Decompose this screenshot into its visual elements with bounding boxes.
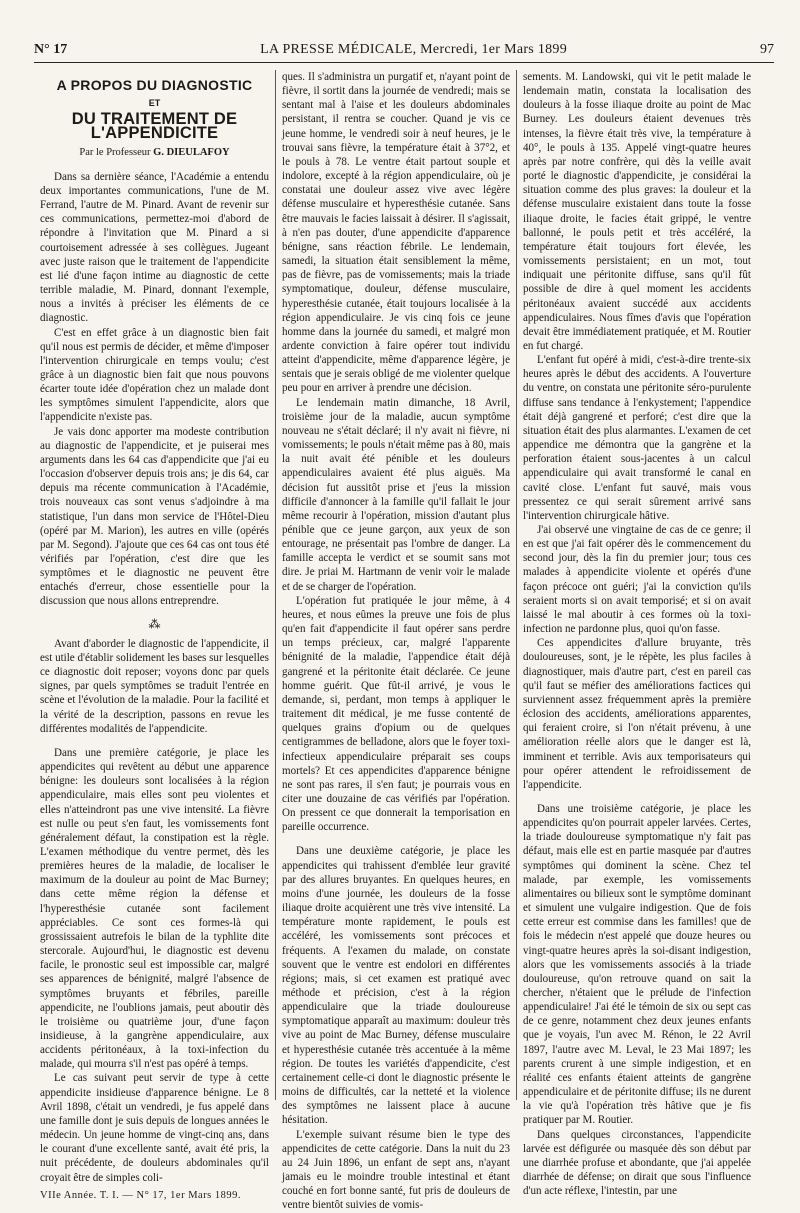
byline (40, 146, 269, 160)
paragraph: Dans une première catégorie, je place les appendicites qui revêtent au début une apparence bénigne: les douleurs sont localisées à la région appendiculaire, mais elles sont peu violentes et elles n'atteindront pas une vive intensité. La fièvre est nulle ou peut s'en faut, les vomissements font généralement défaut, la constipation est la règle. L'examen méthodique du ventre permet, dès les premières heures de la maladie, de localiser le maximum de la douleur au point de Mac Burney; dans cette même région la défense et l'hyperesthésie cutanée sont facilement appréciables. Ce sont ces formes-là qui grossissaient autrefois le bilan de la typhlite dite stercorale. Aujourd'hui, le diagnostic est devenu facile, le pronostic seul est impossible car, malgré ses apparences de bénignité, malgré l'absence de symptômes bruyants et fébriles, pareille appendicite, ne l'oublions jamais, peut aboutir dès le troisième ou quatrième jour, d'une façon insidieuse, à la gangrène appendiculaire, aux accidents péritonéaux, à la toxi-infection du malade, qui mourra s'il n'est pas opéré à temps. (40, 746, 269, 1071)
paragraph: L'opération fut pratiquée le jour même, à 4 heures, et nous eûmes la preuve une fois de plus qu'en fait d'appendicite il faut opérer sans perdre un temps précieux, car, malgré l'apparente bénignité de la maladie, l'appendice était déjà gangrené et la péritonite était déclarée. Ce jeune homme guérit. Que fût-il arrivé, je vous le demande, si, perdant, mon temps à appliquer le traitement dit médical, je me fusse contenté de quelques grains d'opium ou de quelques centigrammes de belladone, alors que le foyer toxi-infectieux appendiculaire préparait ses coups mortels? Et ces appendicites d'apparence bénigne ne sont pas rares, il s'en faut; je pourrais vous en citer une douzaine de cas vérifiés par l'opération. On pressent ce que donnerait la temporisation en pareille occurrence. (282, 594, 510, 834)
paragraph: L'enfant fut opéré à midi, c'est-à-dire trente-six heures après le début des accidents. A l'ouverture du ventre, on constata une péritonite séro-purulente diffuse sans tendance à l'enkystement; l'appendice était déjà gangrené et perforé; c'est dire que la situation était des plus alarmantes. L'examen de cet appendice me démontra que la gangrène et la perforation étaient sous-jacentes à un calcul appendiculaire qui avait transformé le canal en cavité close. L'enfant fut sauvé, mais vous pressentez ce qui serait sûrement arrivé sans l'intervention chirurgicale hâtive. (523, 354, 751, 522)
paragraph: sements. M. Landowski, qui vit le petit malade le lendemain matin, constata la localisation des douleurs à la fosse iliaque droite au point de Mac Burney. Les douleurs étaient devenues très intenses, la fièvre était très vive, la température à 40°, le pouls à 135. Appelé vingt-quatre heures après par notre confrère, qui dès la veille avait porté le diagnostic d'appendicite, je considérai la situation comme des plus graves: la douleur et la défense musculaire existaient dans toute la fosse iliaque droite, le facies était grippé, le ventre ballonné, le pouls petit et très accéléré, la température était toujours fort élevée, les vomissements persistaient; en un mot, tout indiquait une péritonite diffuse, sans qu'il fût possible de dire à quel moment les accidents péritonéaux avaient succédé aux accidents appendiculaires. Nous fîmes d'avis que l'opération devait être immédiatement pratiquée, et M. Routier en fut chargé. (523, 71, 751, 352)
section-separator: ⁂ (148, 616, 161, 631)
article-title-main: DU TRAITEMENT DE L'APPENDICITE (71, 110, 238, 143)
column-2 (275, 70, 516, 1212)
issue-number: N° 17 (34, 42, 68, 57)
column-1 (34, 70, 275, 1201)
paragraph: Le lendemain matin dimanche, 18 Avril, troisième jour de la maladie, aucun symptôme nouveau ne s'était déclaré; il n'y avait ni fièvre, ni vomissements; le pouls n'était même pas à 80, mais la nuit avait été pénible et les douleurs appendiculaires avaient été plus aiguës. Ma décision fut aussitôt prise et j'eus la mission difficile d'annoncer à la famille qu'il fallait le jour même recourir à l'opération, mission d'autant plus pénible que ce jeune garçon, aux yeux de son entourage, ne présentait pas l'ombre de danger. La famille accepta le verdict et se soumit sans mot dire. Je priai M. Hartmann de venir voir le malade et de se charger de l'opération. (282, 396, 510, 593)
article-title-top: A PROPOS DU DIAGNOSTIC (56, 77, 253, 93)
article-title-et: ET (148, 98, 161, 109)
paragraph: L'exemple suivant résume bien le type des appendicites de cette catégorie. Dans la nuit du 23 au 24 Juin 1896, un enfant de sept ans, n'ayant jamais eu le moindre trouble intestinal et étant couché en fort bonne santé, fut pris de douleurs de ventre bientôt suivies de vomis- (282, 1128, 510, 1212)
paragraph: Ces appendicites d'allure bruyante, très douloureuses, sont, je le répète, les plus faciles à diagnostiquer, mais d'autre part, c'est en pareil cas qu'il faut se méfier des améliorations factices qui surviennent assez fréquemment après la première éclosion des accidents, améliorations apparentes, qui feraient croire, si l'on n'était prévenu, à une amélioration réelle alors que le danger est là, imminent et terrible. Avis aux temporisateurs qui pour opérer attendent le refroidissement de l'appendicite. (523, 637, 751, 791)
page-footer: VIIe Année. T. I. — N° 17, 1er Mars 1899. (40, 1189, 242, 1201)
paragraph: Dans une deuxième catégorie, je place les appendicites qui trahissent d'emblée leur gravité par des allures bruyantes. En quelques heures, en moins d'une journée, les douleurs de la fosse iliaque droite acquièrent une très vive intensité. La température monte rapidement, le pouls est accéléré, les vomissements sont précoces et fréquents. A l'examen du malade, on constate souvent que le ventre est endolori en différentes régions; mais, si cet examen est pratiqué avec méthode et précision, c'est à la région appendiculaire que la triade douloureuse symptomatique apparaît au maximum: douleur très vive au point de Mac Burney, défense musculaire et hyperesthésie cutanée très accentuée à la même région. De toutes les variétés d'appendicite, c'est certainement celle-ci dont le diagnostic présente le moins de difficultés, car la netteté et la violence des symptômes ne laissent place à aucune hésitation. (282, 845, 510, 1127)
article-columns (34, 70, 774, 1212)
paragraph: Dans une troisième catégorie, je place les appendicites qu'on pourrait appeler larvées. Certes, la triade douloureuse symptomatique n'y fait pas défaut, mais elle est en partie masquée par d'autres symptômes qui dominent la scène. Chez tel malade, par exemple, les vomissements alimentaires ou bilieux sont le symptôme dominant et simulent une vulgaire indigestion. Que de fois cette erreur est commise dans les familles! que de fois le médecin n'est appelé que douze heures ou vingt-quatre heures après la soi-disant indigestion, alors que les vomissements associés à la triade douloureuse, qu'on retrouve quand on sait la chercher, n'étaient que le prélude de l'infection appendiculaire! J'ai été le témoin de six ou sept cas de ce genre, notamment chez deux jeunes enfants que je voyais, l'un avec M. Rénon, le 22 Avril 1897, l'autre avec M. Leval, le 23 Mai 1897; les parents crurent à une simple indigestion, et en réalité ces enfants étaient atteints de gangrène appendiculaire et de péritonite diffuse; ils ne durent la vie qu'à l'opération très hâtive que je fis pratiquer par M. Routier. (523, 802, 751, 1127)
paragraph: Dans sa dernière séance, l'Académie a entendu deux importantes communications, l'une de M. Ferrand, l'autre de M. Pinard. Avant de revenir sur ces communications, permettez-moi d'abord de répondre à l'invitation que M. Pinard a si courtoisement adressée à ses collègues. Jugeant avec juste raison que le traitement de l'appendicite est lié d'une façon intime au diagnostic de cette terrible maladie, M. Pinard, donnant l'exemple, nous a invités à préciser les éléments de ce diagnostic. (40, 170, 269, 325)
paragraph: Dans quelques circonstances, l'appendicite larvée est défigurée ou masquée dès son début par une diarrhée profuse et abondante, que j'ai appelée diarrhée de défense; on dirait que sous l'influence d'un acte réflexe, l'intestin, par une (523, 1128, 751, 1198)
paragraph: Avant d'aborder le diagnostic de l'appendicite, il est utile d'établir solidement les bases sur lesquelles ce diagnostic doit reposer; voyons donc par quels signes, par quels symptômes se traduit l'entrée en scène et l'évolution de la maladie. Pour la facilité et la vérité de la description, passons en revue les différentes modalités de l'appendicite. (40, 637, 269, 735)
newspaper-page (34, 30, 774, 1212)
paragraph: Le cas suivant peut servir de type à cette appendicite insidieuse d'apparence bénigne. Le 8 Avril 1898, c'était un vendredi, je fus appelé dans une famille dont je suis depuis de longues années le médecin. Un jeune homme de vingt-cinq ans, dans le courant d'une excellente santé, avait été pris, la nuit précédente, de douleurs abdominales qu'il croyait être de simples coli- (40, 1072, 269, 1184)
journal-title: LA PRESSE MÉDICALE, Mercredi, 1er Mars 1899 (260, 42, 568, 57)
paragraph: C'est en effet grâce à un diagnostic bien fait qu'il nous est permis de décider, et même d'imposer l'intervention chirurgicale en temps voulu; c'est grâce à un diagnostic bien fait que nous pouvons écarter toute idée d'opération chez un malade dont les symptômes simulent l'appendicite, alors que l'appendicite n'existe pas. (40, 326, 269, 424)
author-name: G. DIEULAFOY (153, 146, 230, 158)
paragraph: J'ai observé une vingtaine de cas de ce genre; il en est que j'ai fait opérer dès le commencement du second jour, dès la fin du premier jour; tous ces malades à appendicite violente et opérés d'une façon précoce ont guéri; j'ai la conviction qu'ils seraient morts si on avait temporisé; et si on avait laissé le mal aboutir à ces formes où la toxi-infection ne pardonne plus, quoi qu'on fasse. (523, 524, 751, 636)
paragraph: ques. Il s'administra un purgatif et, n'ayant point de fièvre, il sortit dans la journée de vendredi; mais se sentant mal à l'aise et les douleurs abdominales persistant, il rentra se coucher. Quand je vis ce jeune homme, le vendredi soir à neuf heures, je le trouvai sans fièvre, la température était à 37°2, et le pouls à 78. Le ventre était partout souple et indolore, excepté à la région appendiculaire, où je constatai une douleur assez vive avec légère défense musculaire et hyperesthésie cutanée. Sans être mauvais le facies laissait à désirer. Il s'agissait, à n'en pas douter, d'une appendicite d'apparence bénigne, sans réaction fébrile. Le lendemain, samedi, la situation était sensiblement la même, pas de fièvre, pas de vomissements; mais la triade symptomatique, douleur, défense musculaire, hyperesthésie cutanée, était toujours localisée à la région appendiculaire. Je vis cinq fois ce jeune homme dans la journée du samedi, et malgré mon ardente conviction à faire opérer tout individu atteint d'appendicite, même d'apparence légère, je sentais que je serais obligé de me violenter quelque peu pour en arriver à prendre une décision. (282, 71, 510, 395)
byline-prefix: Par le Professeur (79, 146, 151, 158)
paragraph: Je vais donc apporter ma modeste contribution au diagnostic de l'appendicite, et je puiserai mes arguments dans les 64 cas d'appendicite que j'ai eu l'occasion d'observer depuis trois ans; je dis 64, car depuis ma récente communication à l'Académie, trois nouveaux cas sont venus s'adjoindre à ma statistique, l'un dans mon service de l'Hôtel-Dieu (opéré par M. Marion), les autres en ville (opérés par M. Segond). J'ajoute que ces 64 cas ont tous été vérifiés par l'opération, c'est dire que les symptômes et le diagnostic ne peuvent être entachés d'erreur, chose essentielle pour la discussion que nous allons entreprendre. (40, 425, 269, 608)
column-3 (516, 70, 757, 1198)
page-header (34, 30, 774, 63)
page-number: 97 (760, 42, 774, 57)
